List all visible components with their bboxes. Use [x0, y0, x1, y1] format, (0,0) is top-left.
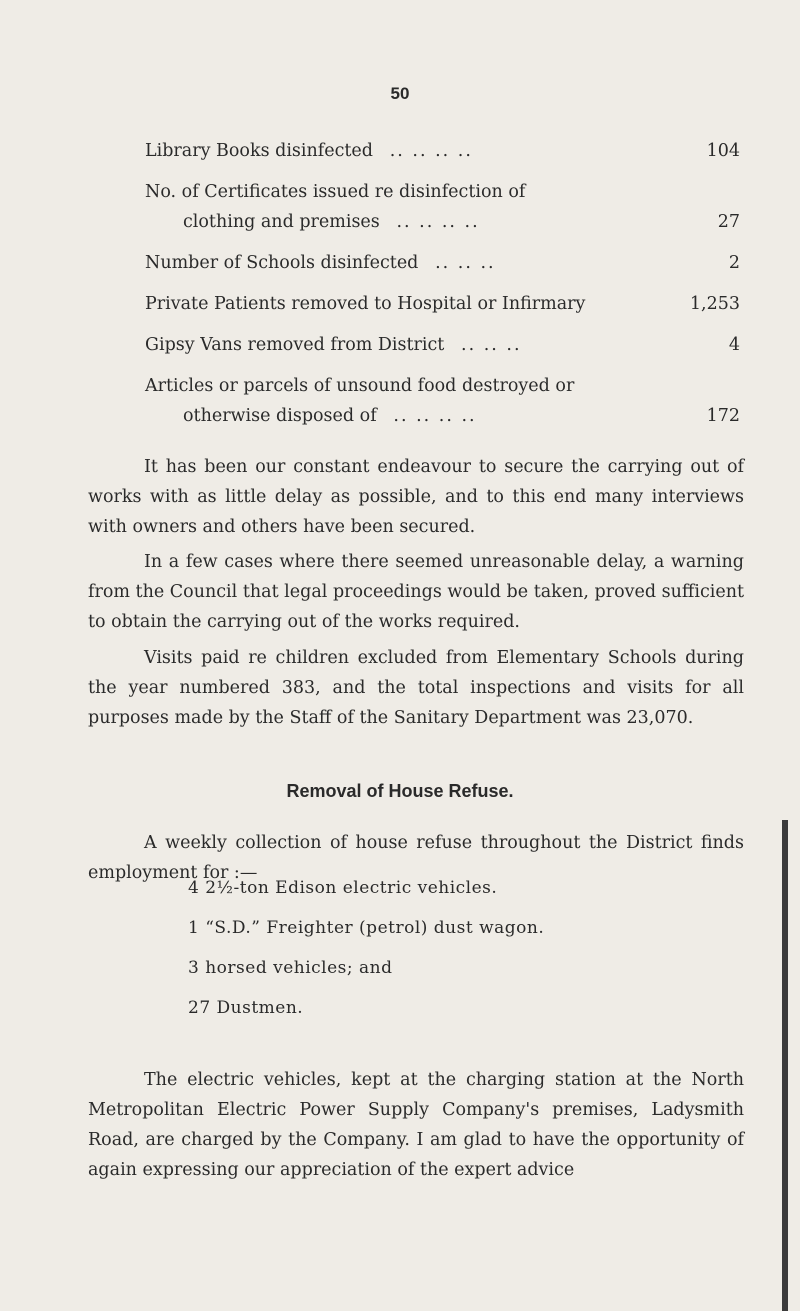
- stat-value: 1,253: [689, 294, 740, 314]
- disinfection-stats: [145, 136, 740, 442]
- stat-value: 104: [706, 141, 740, 161]
- list-item: 4 2½-ton Edison electric vehicles.: [188, 878, 498, 898]
- paragraph-legal-warning: In a few cases where there seemed unreasonable delay, a warning from the Council that legal proceedings would be taken, proved sufficient to obtain the carrying out of the works required.: [88, 552, 744, 632]
- refuse-intro: A weekly collection of house refuse throughout the District finds employment for :—: [88, 833, 744, 883]
- stat-label: Number of Schools disinfected: [145, 253, 419, 273]
- stat-row: [145, 177, 740, 237]
- paragraph-endeavour: It has been our constant endeavour to secure the carrying out of works with as little delay as possible, and to this end many interviews with owners and others have been secured.: [88, 457, 744, 537]
- stat-row: [145, 248, 740, 278]
- stat-label: No. of Certificates issued re disinfection of: [145, 182, 526, 202]
- stat-leader-dots: .. .. ..: [461, 335, 522, 355]
- stat-label-continued: otherwise disposed of: [183, 406, 377, 426]
- section-heading: Removal of House Refuse.: [286, 781, 514, 801]
- stat-leader-dots: .. .. ..: [435, 253, 496, 273]
- stat-label: Private Patients removed to Hospital or Infirmary: [145, 294, 586, 314]
- list-item: 1 “S.D.” Freighter (petrol) dust wagon.: [188, 918, 545, 938]
- list-item: 3 horsed vehicles; and: [188, 958, 393, 978]
- stat-value: 2: [728, 253, 740, 273]
- stat-label: Gipsy Vans removed from District: [145, 335, 445, 355]
- stat-value: 27: [717, 212, 740, 232]
- refuse-list: [188, 878, 544, 1038]
- list-item: 27 Dustmen.: [188, 998, 304, 1018]
- stat-leader-dots: .. .. .. ..: [393, 406, 477, 426]
- page-edge-shadow: [782, 820, 788, 1311]
- stat-row: [145, 136, 740, 166]
- paragraph-visits: Visits paid re children excluded from Elementary Schools during the year numbered 383, and the total inspections and visits for all purposes made by the Staff of the Sanitary Department was 23,070.: [88, 648, 744, 728]
- stat-label: Library Books disinfected: [145, 141, 373, 161]
- stat-label: Articles or parcels of unsound food destroyed or: [145, 376, 575, 396]
- stat-leader-dots: .. .. .. ..: [396, 212, 480, 232]
- page-number: 50: [390, 84, 410, 103]
- stat-leader-dots: .. .. .. ..: [389, 141, 473, 161]
- stat-row: [145, 289, 740, 319]
- stat-value: 172: [706, 406, 740, 426]
- closing-paragraph: The electric vehicles, kept at the charging station at the North Metropolitan Electric Power Supply Company's premises, Ladysmith Road, are charged by the Company. I am glad to have the opportunity of again expressing our appreciation of the expert advice: [88, 1070, 744, 1180]
- stat-row: [145, 330, 740, 360]
- stat-value: 4: [728, 335, 740, 355]
- stat-label-continued: clothing and premises: [183, 212, 380, 232]
- stat-row: [145, 371, 740, 431]
